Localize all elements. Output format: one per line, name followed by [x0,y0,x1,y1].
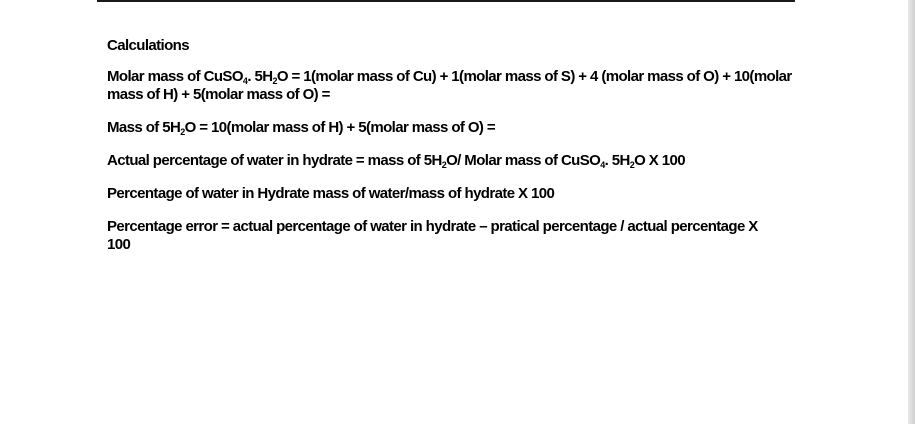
actual-pct-text-d: O X 100 [634,152,685,169]
actual-pct-text-b: O/ Molar mass of CuSO [446,152,601,169]
actual-pct-text-c: . 5H [604,152,630,169]
percentage-error-line-1: Percentage error = actual percentage of water in hydrate – pratical percentage / actual percentage X [107,218,758,235]
actual-pct-subscript-2: 4 [600,160,605,170]
actual-percentage-formula [107,152,807,170]
molar-mass-line-1 [107,68,807,86]
molar-mass-subscript-2: 2 [272,76,277,86]
mass-of-water-formula [107,119,807,137]
page-edge-shadow [908,0,915,424]
mass-water-subscript: 2 [180,127,185,137]
molar-mass-formula [107,68,807,104]
molar-mass-line-2: mass of H) + 5(molar mass of O) = [107,86,330,103]
molar-mass-subscript-4: 4 [242,76,248,86]
top-rule [97,0,795,2]
calculations-heading: Calculations [107,37,189,54]
percentage-error-formula [107,218,807,254]
mass-water-text-a: Mass of 5H [107,119,181,136]
actual-pct-subscript-1: 2 [441,160,447,170]
molar-mass-text-c: O = 1(molar mass of Cu) + 1(molar mass of S) + 4 (molar mass of O) + 10(molar [276,68,792,85]
molar-mass-text-a: Molar mass of CuSO [107,68,243,85]
calculations-section [107,37,807,269]
molar-mass-text-b: . 5H [247,68,273,85]
actual-pct-text-a: Actual percentage of water in hydrate = mass of 5H [107,152,442,169]
percentage-error-line-2: 100 [107,236,131,253]
mass-water-text-b: O = 10(molar mass of H) + 5(molar mass of O) = [184,119,496,136]
actual-pct-subscript-3: 2 [629,160,635,170]
percentage-water-formula: Percentage of water in Hydrate mass of water/mass of hydrate X 100 [107,185,555,202]
